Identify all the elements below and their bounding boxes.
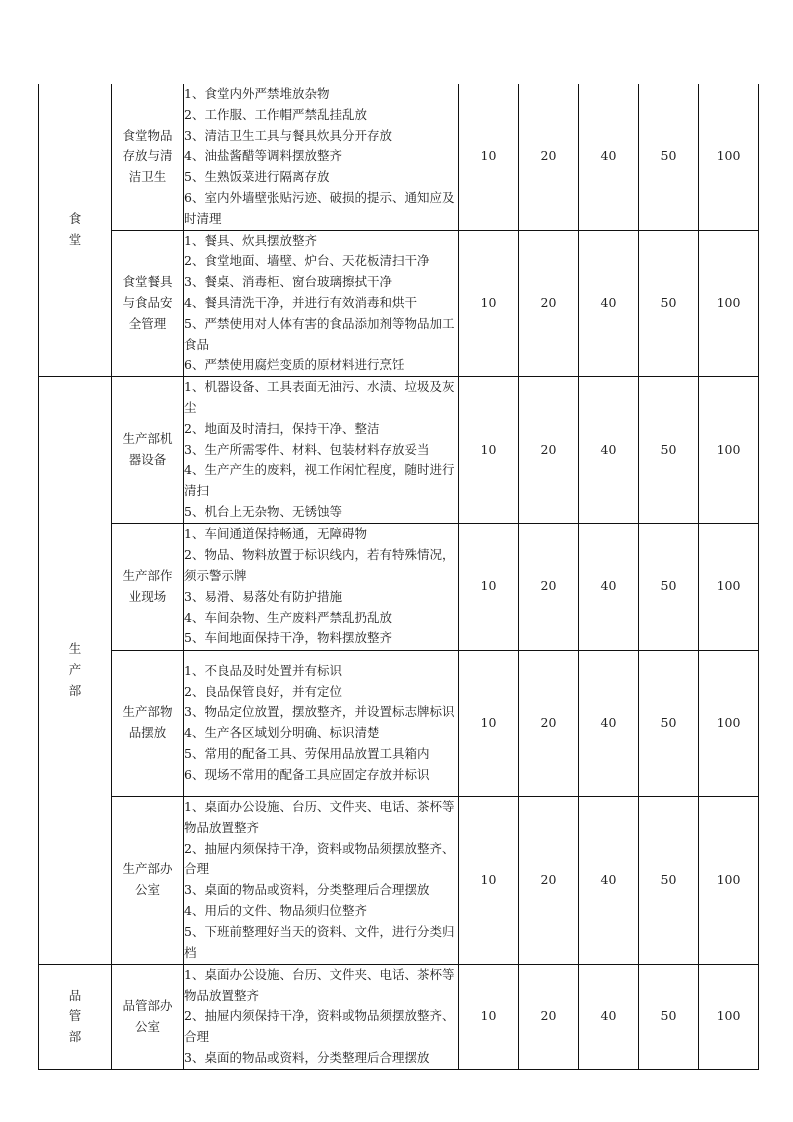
score-cell: 20	[519, 964, 579, 1069]
score-cell: 20	[519, 650, 579, 796]
requirements-cell	[184, 230, 459, 377]
requirement-item: 4、生产产生的废料，视工作闲忙程度，随时进行清扫	[184, 462, 455, 499]
area-cell	[112, 650, 184, 796]
requirement-item: 6、严禁使用腐烂变质的原材料进行烹饪	[184, 357, 405, 373]
table-row	[39, 796, 759, 964]
requirement-item: 1、食堂内外严禁堆放杂物	[184, 86, 330, 101]
requirement-item: 1、机器设备、工具表面无油污、水渍、垃圾及灰尘	[184, 379, 455, 415]
area-label: 生产部物品摆放	[122, 704, 173, 741]
requirement-item: 4、餐具清洗干净，并进行有效消毒和烘干	[184, 294, 417, 310]
table-row	[39, 230, 759, 377]
score-cell: 10	[459, 964, 519, 1069]
score-cell: 100	[699, 523, 759, 650]
requirement-item: 5、生熟饭菜进行隔离存放	[184, 169, 330, 185]
area-label: 品管部办公室	[122, 997, 173, 1034]
requirement-item: 5、常用的配备工具、劳保用品放置工具箱内	[184, 746, 430, 762]
area-label: 食堂物品存放与清洁卫生	[122, 127, 173, 185]
requirement-item: 4、生产各区域划分明确、标识清楚	[184, 725, 380, 741]
requirement-item: 3、易滑、易落处有防护措施	[184, 588, 342, 604]
department-label: 生产部	[68, 641, 82, 698]
area-label: 生产部机器设备	[122, 431, 173, 467]
requirement-item: 2、抽屉内须保持干净，资料或物品须摆放整齐、合理	[184, 1008, 455, 1045]
requirements-cell	[184, 523, 459, 650]
requirement-item: 2、食堂地面、墙壁、炉台、天花板清扫干净	[184, 253, 430, 269]
score-cell: 10	[459, 796, 519, 964]
requirement-item: 5、机台上无杂物、无锈蚀等	[184, 503, 342, 519]
score-cell: 20	[519, 523, 579, 650]
requirement-item: 3、清洁卫生工具与餐具炊具分开存放	[184, 127, 392, 143]
score-cell: 100	[699, 84, 759, 230]
requirement-item: 1、桌面办公设施、台历、文件夹、电话、茶杯等物品放置整齐	[184, 799, 455, 835]
requirement-item: 3、桌面的物品或资料，分类整理后合理摆放	[184, 1049, 430, 1065]
requirement-item: 4、用后的文件、物品须归位整齐	[184, 903, 367, 919]
score-cell: 100	[699, 377, 759, 524]
requirement-item: 2、工作服、工作帽严禁乱挂乱放	[184, 106, 367, 122]
department-cell	[39, 377, 112, 965]
score-cell: 50	[639, 650, 699, 796]
score-cell: 50	[639, 964, 699, 1069]
score-cell: 40	[579, 964, 639, 1069]
requirement-item: 1、车间通道保持畅通，无障碍物	[184, 526, 367, 542]
score-cell: 10	[459, 523, 519, 650]
requirement-item: 6、室内外墙壁张贴污迹、破损的提示、通知应及时清理	[184, 189, 455, 226]
score-cell: 100	[699, 650, 759, 796]
requirements-cell	[184, 650, 459, 796]
requirements-cell	[184, 796, 459, 964]
department-label: 品管部	[68, 987, 82, 1045]
score-cell: 50	[639, 84, 699, 230]
score-cell: 40	[579, 377, 639, 524]
requirement-item: 1、不良品及时处置并有标识	[184, 662, 342, 678]
score-cell: 10	[459, 377, 519, 524]
requirement-item: 2、抽屉内须保持干净，资料或物品须摆放整齐、合理	[184, 840, 455, 877]
requirements-cell	[184, 964, 459, 1069]
area-cell	[112, 84, 184, 230]
requirement-item: 3、物品定位放置，摆放整齐，并设置标志牌标识	[184, 704, 455, 720]
requirements-cell	[184, 377, 459, 524]
score-cell: 100	[699, 964, 759, 1069]
requirement-item: 2、良品保管良好，并有定位	[184, 683, 342, 699]
department-cell	[39, 964, 112, 1069]
score-cell: 40	[579, 796, 639, 964]
requirement-item: 4、油盐酱醋等调料摆放整齐	[184, 148, 342, 164]
requirement-item: 6、现场不常用的配备工具应固定存放并标识	[184, 766, 430, 782]
requirement-item: 5、严禁使用对人体有害的食品添加剂等物品加工食品	[184, 315, 455, 352]
requirement-item: 2、物品、物料放置于标识线内，若有特殊情况，须示警示牌	[184, 547, 455, 583]
area-cell	[112, 796, 184, 964]
requirement-item: 2、地面及时清扫，保持干净、整洁	[184, 420, 380, 436]
score-cell: 50	[639, 377, 699, 524]
score-cell: 20	[519, 377, 579, 524]
requirement-item: 3、桌面的物品或资料，分类整理后合理摆放	[184, 882, 430, 898]
score-cell: 10	[459, 230, 519, 377]
inspection-score-table	[38, 84, 759, 1070]
score-cell: 10	[459, 84, 519, 230]
area-cell	[112, 964, 184, 1069]
score-cell: 20	[519, 84, 579, 230]
score-cell: 20	[519, 796, 579, 964]
requirement-item: 5、下班前整理好当天的资料、文件，进行分类归档	[184, 923, 455, 960]
table-row	[39, 650, 759, 796]
table-row	[39, 377, 759, 524]
requirements-cell	[184, 84, 459, 230]
score-cell: 40	[579, 650, 639, 796]
area-label: 食堂餐具与食品安全管理	[122, 274, 173, 331]
area-label: 生产部办公室	[122, 861, 173, 898]
table-row	[39, 523, 759, 650]
department-label: 食堂	[68, 211, 82, 248]
score-cell: 40	[579, 523, 639, 650]
score-cell: 100	[699, 230, 759, 377]
area-label: 生产部作业现场	[122, 567, 173, 604]
requirement-item: 4、车间杂物、生产废料严禁乱扔乱放	[184, 609, 392, 625]
score-cell: 50	[639, 230, 699, 377]
requirement-item: 1、桌面办公设施、台历、文件夹、电话、茶杯等物品放置整齐	[184, 966, 455, 1003]
score-cell: 50	[639, 796, 699, 964]
department-cell	[39, 84, 112, 377]
table-row	[39, 964, 759, 1069]
area-cell	[112, 230, 184, 377]
requirement-item: 5、车间地面保持干净，物料摆放整齐	[184, 630, 392, 646]
score-cell: 10	[459, 650, 519, 796]
table-row	[39, 84, 759, 230]
requirement-item: 3、生产所需零件、材料、包装材料存放妥当	[184, 441, 430, 457]
area-cell	[112, 377, 184, 524]
score-cell: 40	[579, 84, 639, 230]
score-cell: 100	[699, 796, 759, 964]
area-cell	[112, 523, 184, 650]
score-cell: 50	[639, 523, 699, 650]
requirement-item: 3、餐桌、消毒柜、窗台玻璃擦拭干净	[184, 274, 392, 290]
score-cell: 20	[519, 230, 579, 377]
score-cell: 40	[579, 230, 639, 377]
requirement-item: 1、餐具、炊具摆放整齐	[184, 232, 317, 248]
